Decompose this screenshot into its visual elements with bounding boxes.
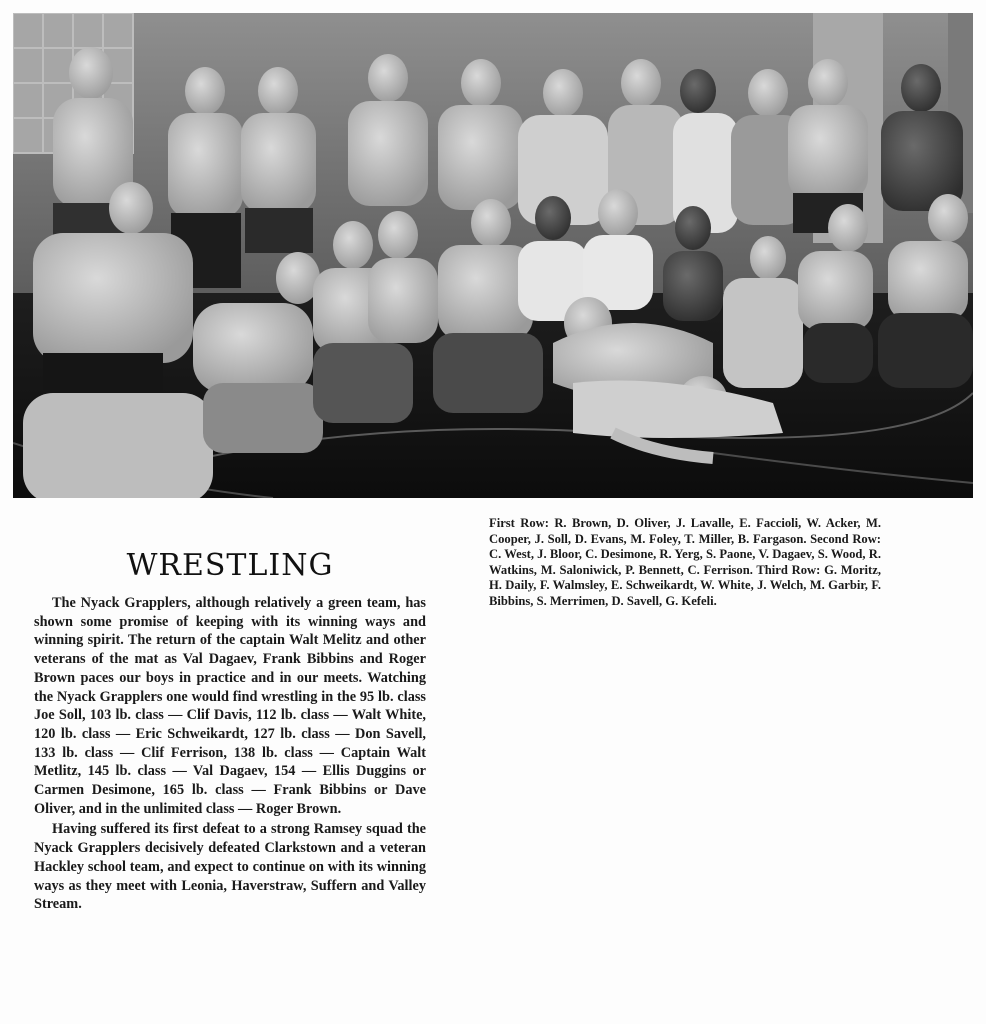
article-paragraph: The Nyack Grapplers, although relatively a green team, has shown some promise of keeping with its winning ways and winning spirit. The return of the captain Walt Melitz and other veterans of the mat as Val Dagaev, Frank Bibbins and Roger Brown paces our boys in practice and in our meets. Watching the Nyack Grapplers one would find wrestling in the 95 lb. class Joe Soll, 103 lb. class — Clif Davis, 112 lb. class — Walt White, 120 lb. class — Eric Schweikardt, 127 lb. class — Don Savell, 133 lb. class — Clif Ferrison, 138 lb. class — Captain Walt Metlitz, 145 lb. class — Val Dagaev, 154 — Ellis Duggins or Carmen Desimone, 165 lb. class — Frank Bibbins or Dave Oliver, and in the unlimited class — Roger Brown. xyxy=(34,595,426,817)
wrestling-team-photo xyxy=(13,13,973,498)
photo-caption xyxy=(489,516,881,610)
article-paragraph: Having suffered its first defeat to a strong Ramsey squad the Nyack Grapplers decisively defeated Clarkstown and a veteran Hackley school team, and expect to continue on with its winning ways as they meet with Leonia, Haverstraw, Suffern and Valley Stream. xyxy=(34,821,426,913)
caption-text: First Row: R. Brown, D. Oliver, J. Lavalle, E. Faccioli, W. Acker, M. Cooper, J. Soll, D. Evans, M. Foley, T. Miller, B. Fargason. Second Row: C. West, J. Bloor, C. Desimone, R. Yerg, S. Paone, V. Dagaev, S. Wood, R. Watkins, M. Saloniwick, P. Bennett, C. Ferrison. Third Row: G. Moritz, H. Daily, F. Walmsley, E. Schweikardt, W. White, J. Welch, M. Garbir, F. Bibbins, S. Merrimen, D. Savell, G. Kefeli. xyxy=(489,516,881,608)
team-photo-illustration xyxy=(13,13,973,498)
article-title: WRESTLING xyxy=(126,548,334,584)
article-body xyxy=(34,594,426,914)
